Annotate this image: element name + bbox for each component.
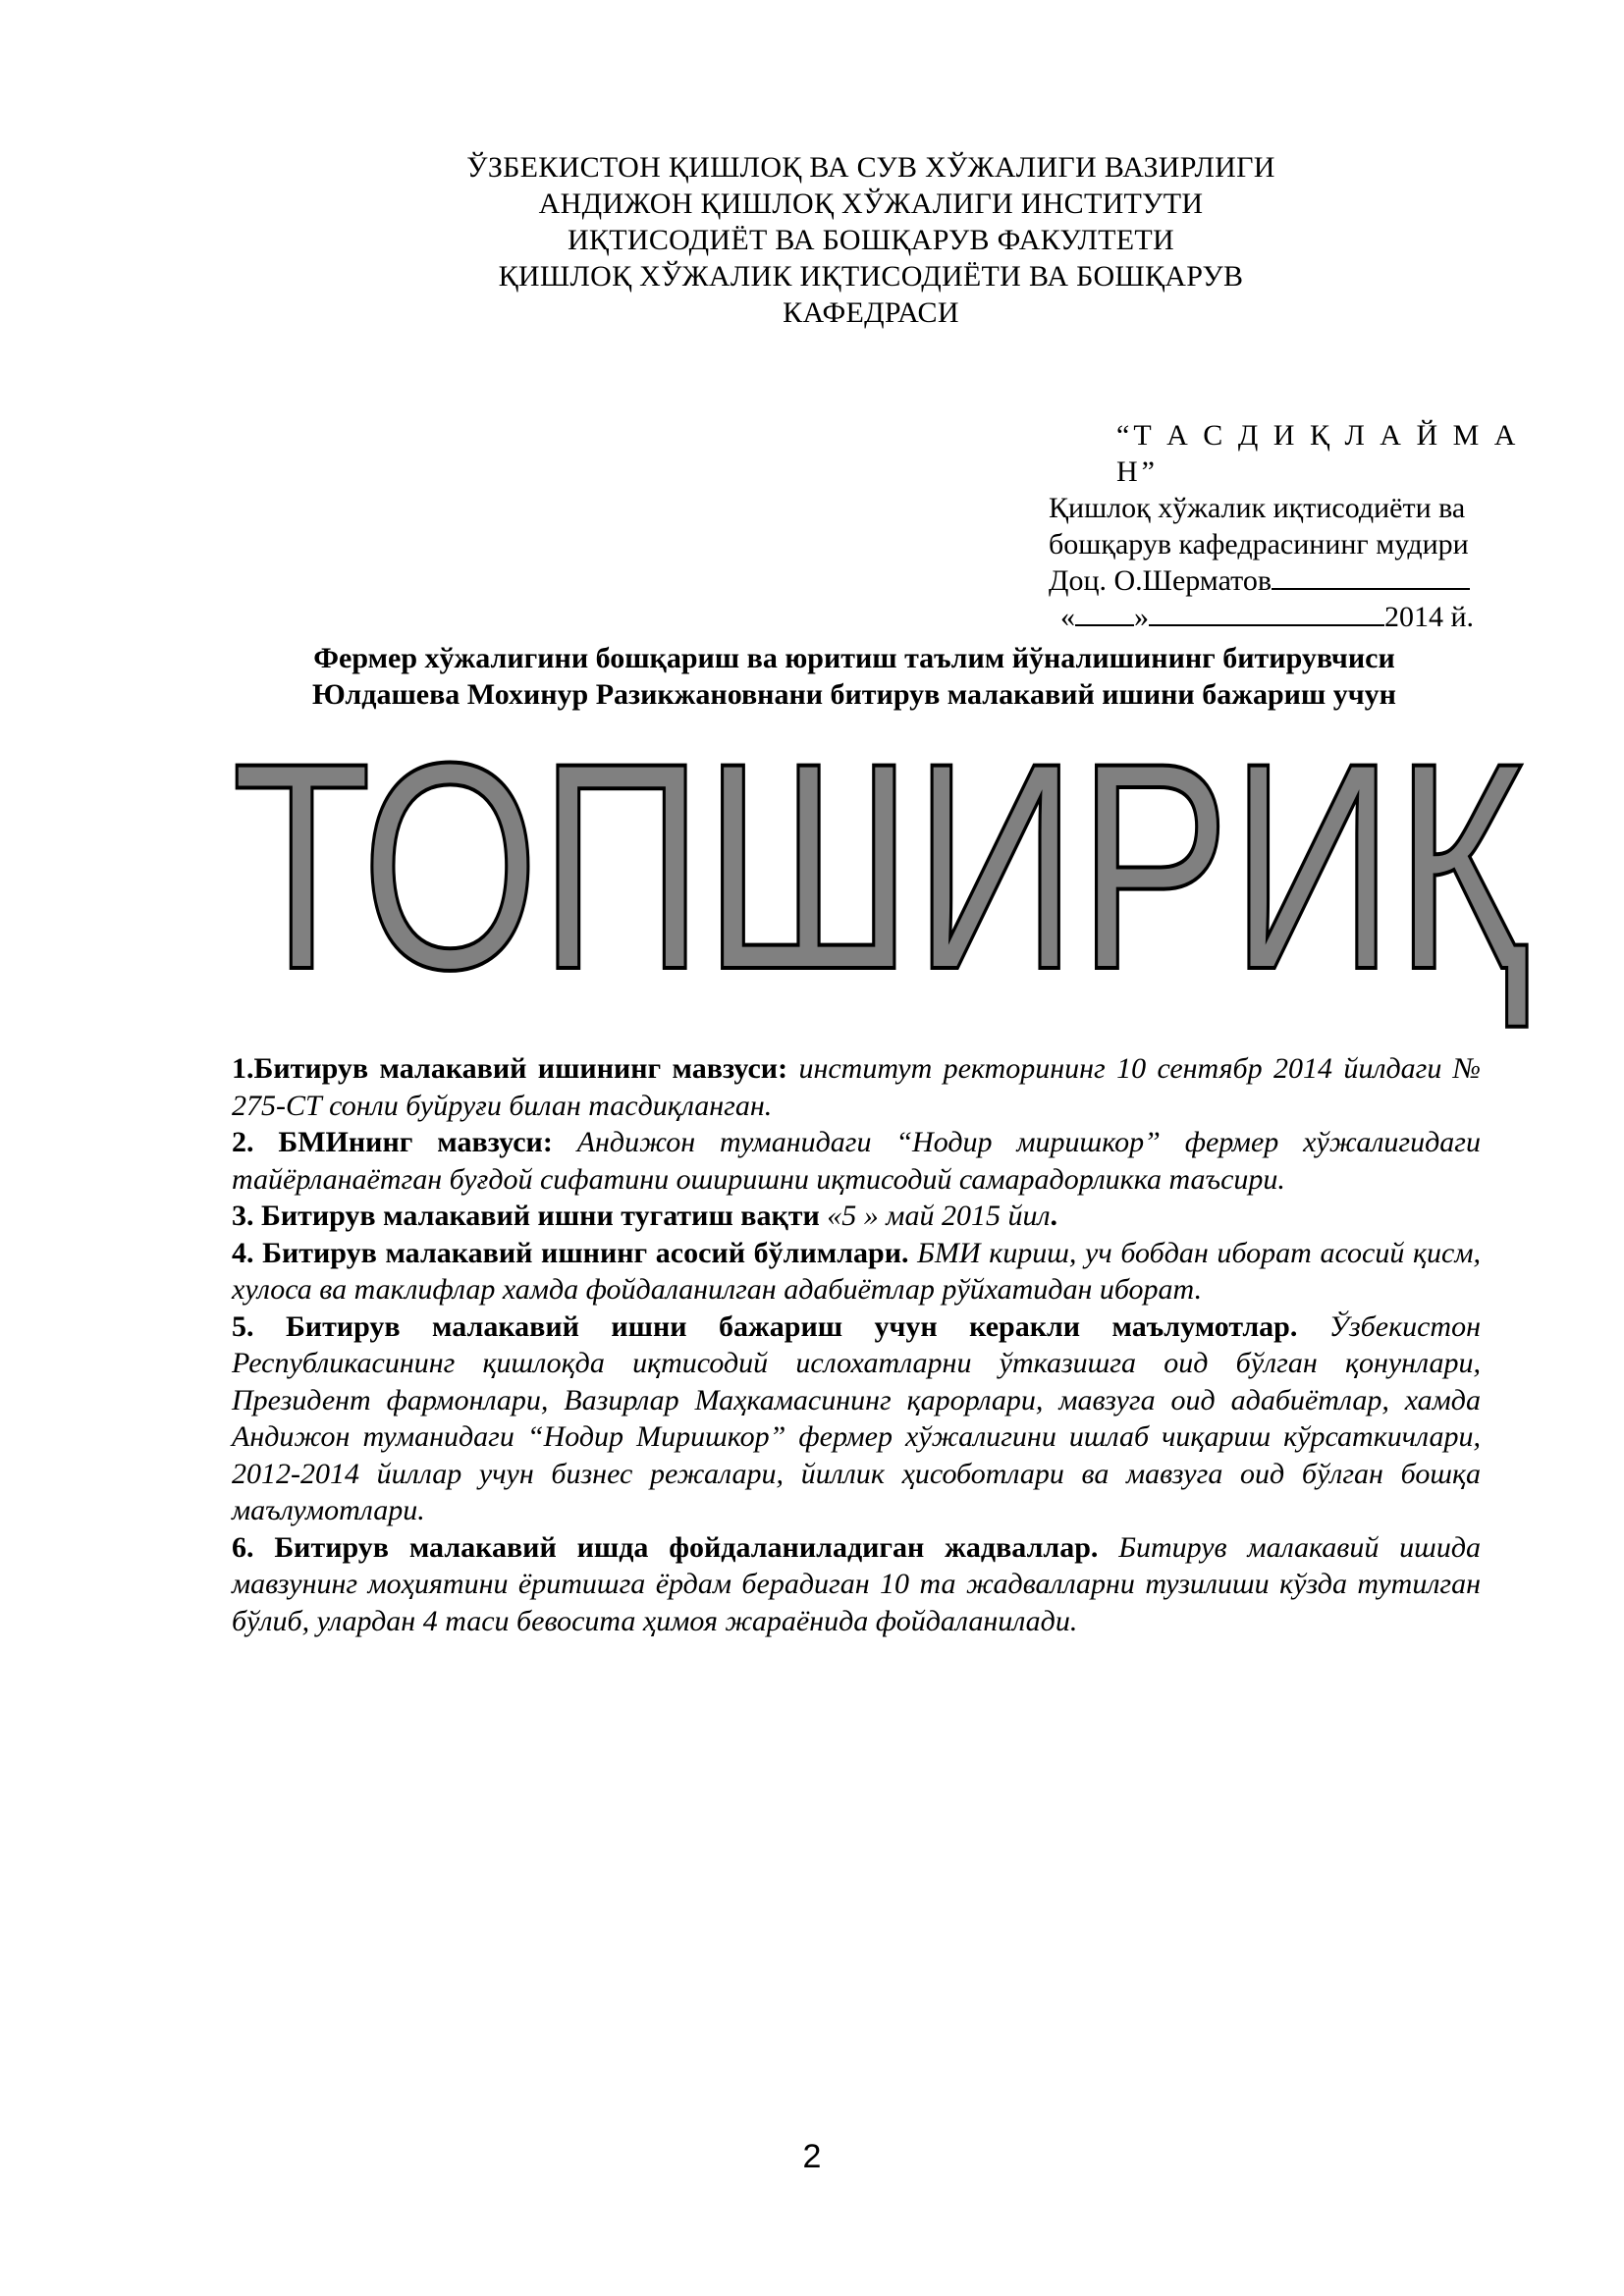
approval-date-line — [1043, 599, 1553, 635]
approval-signature-line — [1043, 562, 1553, 599]
faculty-line: ИҚТИСОДИЁТ ВА БОШҚАРУВ ФАКУЛТЕТИ — [567, 224, 1175, 256]
intro-line2: Юлдашева Мохинур Разикжановнани битирув малакавий ишини бажариш учун — [312, 678, 1396, 711]
item-deadline — [232, 1198, 1481, 1235]
item-topic-approval — [232, 1050, 1481, 1124]
date-open-quote: « — [1060, 601, 1075, 633]
item-sections — [232, 1235, 1481, 1308]
item-text: институт ректорининг 10 сентябр 2014 йилдаги № 275-СТ сонли буйруғи билан тасдиқланган. — [232, 1052, 1481, 1122]
assignment-intro — [226, 640, 1483, 713]
department-line-cont: КАФЕДРАСИ — [783, 296, 959, 329]
item-required-data — [232, 1308, 1481, 1529]
item-label: 3. Битирув малакавий ишни тугатиш вақти — [232, 1200, 820, 1232]
item-tail: . — [1050, 1200, 1058, 1232]
item-tables — [232, 1529, 1481, 1640]
approval-position-line2: бошқарув кафедрасининг мудири — [1049, 528, 1469, 561]
item-label: 1.Битирув малакавий ишининг мавзуси: — [232, 1052, 788, 1085]
approval-year: 2014 й. — [1384, 601, 1475, 633]
item-text: «5 » май 2015 йил — [819, 1200, 1051, 1232]
date-close-quote: » — [1134, 601, 1149, 633]
intro-line1: Фермер хўжалигини бошқариш ва юритиш таълим йўналишининг битирувчиси — [313, 642, 1395, 674]
page-number: 2 — [802, 2138, 822, 2175]
assignment-title-graphic — [222, 734, 1538, 1039]
ministry-line: ЎЗБЕКИСТОН ҚИШЛОҚ ВА СУВ ХЎЖАЛИГИ ВАЗИРЛИГИ — [466, 151, 1275, 184]
item-topic — [232, 1124, 1481, 1198]
approval-signer: Доц. О.Шерматов — [1049, 564, 1272, 597]
item-label: 6. Битирув малакавий ишда фойдаланиладиган жадваллар. — [232, 1530, 1099, 1564]
approval-title: “Т А С Д И Қ Л А Й М А Н” — [1116, 419, 1520, 488]
department-line: ҚИШЛОҚ ХЎЖАЛИК ИҚТИСОДИЁТИ ВА БОШҚАРУВ — [498, 260, 1244, 293]
item-text: БМИ кириш, уч бобдан иборат асосий қисм, хулоса ва таклифлар хамда фойдаланилган адабиётлар рўйхатидан иборат. — [232, 1236, 1481, 1306]
approval-block — [1043, 417, 1553, 635]
item-label: 2. БМИнинг мавзуси: — [232, 1126, 553, 1158]
institute-line: АНДИЖОН ҚИШЛОҚ ХЎЖАЛИГИ ИНСТИТУТИ — [538, 187, 1204, 220]
month-blank — [1149, 599, 1384, 626]
day-blank — [1075, 599, 1134, 626]
item-text: Андижон туманидаги “Нодир миришкор” фермер хўжалигидаги тайёрланаётган буғдой сифатини оширишни иқтисодий самарадорликка таъсири. — [232, 1126, 1481, 1196]
item-text: Ўзбекистон Республикасининг қишлоқда иқтисодий ислохатларни ўтказишга оид бўлган қонунлари, Президент фармонлари, Вазирлар Маҳкамасининг қарорлари, мавзуга оид адабиётлар, хамда Андижон туманидаги “Нодир Миришкор” фермер хўжалигини ишлаб чиқариш кўрсаткичлари, 2012-2014 йиллар учун бизнес режалари, йиллик ҳисоботлари ва мавзуга оид бўлган бошқа маълумотлари. — [232, 1309, 1481, 1526]
item-label: 4. Битирув малакавий ишнинг асосий бўлимлари. — [232, 1236, 909, 1269]
signature-blank — [1272, 562, 1470, 590]
item-text: Битирув малакавий ишида мавзунинг моҳиятини ёритишга ёрдам берадиган 10 та жадвалларни тузилиши кўзда тутилган бўлиб, улардан 4 таси бевосита ҳимоя жараёнида фойдаланилади. — [232, 1530, 1481, 1637]
assignment-body — [232, 1050, 1481, 1639]
assignment-title: ТОПШИРИҚ — [232, 734, 1531, 1031]
approval-position-line1: Қишлоқ хўжалик иқтисодиёти ва — [1049, 492, 1466, 524]
item-label: 5. Битирув малакавий ишни бажариш учун керакли маълумотлар. — [232, 1309, 1298, 1343]
institution-header — [0, 149, 1624, 331]
